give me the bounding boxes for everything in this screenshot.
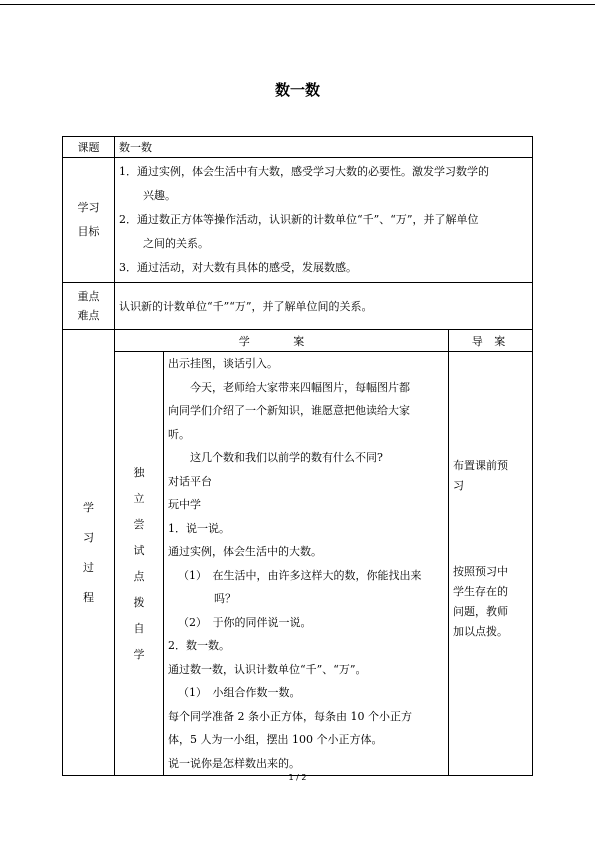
- plan-line: （2） 于你的同伴说一说。: [178, 615, 312, 629]
- stage-char: 点: [133, 569, 145, 583]
- plan-line: 吗？: [214, 592, 236, 605]
- goal-line: 3．通过活动，对大数有具体的感受，发展数感。: [119, 261, 357, 274]
- stage-label: [115, 352, 164, 776]
- stage-char: 拨: [133, 595, 145, 609]
- process-label-char: 过: [83, 560, 94, 574]
- key-points-row: [63, 283, 533, 330]
- guide-line: 布置课前预: [453, 459, 508, 472]
- stage-char: 独: [133, 465, 145, 479]
- goals-row: [63, 158, 533, 283]
- process-body-row: [63, 352, 533, 776]
- stage-char: 学: [133, 647, 145, 661]
- topic-value: 数一数: [115, 137, 533, 158]
- guide-header: 导 案: [449, 330, 533, 352]
- plan-line: 体，5 人为一小组，摆出 100 个小正方体。: [168, 733, 383, 746]
- stage-char: 自: [133, 621, 145, 635]
- plan-line: （1） 在生活中，由许多这样大的数，你能找出来: [178, 568, 422, 582]
- plan-line: 玩中学: [168, 498, 201, 511]
- plan-line: （1） 小组合作数一数。: [178, 686, 301, 699]
- topic-label: 课题: [63, 137, 115, 158]
- goal-line: 兴趣。: [143, 189, 176, 202]
- header-rule: [0, 4, 595, 5]
- process-label-char: 学: [83, 500, 94, 514]
- goals-content: [115, 158, 533, 283]
- goal-line: 之间的关系。: [143, 237, 209, 250]
- lesson-plan-table: [62, 136, 533, 776]
- plan-line: 对话平台: [168, 474, 212, 488]
- plan-line: 听。: [168, 427, 190, 441]
- key-label-line: 重点: [77, 290, 100, 303]
- guide-line: 习: [453, 479, 464, 492]
- guide-line: 加以点拨。: [453, 625, 508, 638]
- key-label-line: 难点: [77, 309, 100, 322]
- stage-char: 立: [133, 491, 145, 505]
- goal-line: 2．通过数正方体等操作活动，认识新的计数单位“千”、“万”，并了解单位: [119, 213, 479, 226]
- process-header-row: [63, 330, 533, 352]
- guide-line: 学生存在的: [453, 585, 508, 598]
- plan-line: 这几个数和我们以前学的数有什么不同?: [190, 451, 383, 464]
- guide-line: 问题，教师: [453, 605, 508, 618]
- guide-content: [449, 352, 533, 776]
- guide-line: 按照预习中: [453, 565, 508, 578]
- plan-line: 出示挂图，谈话引入。: [168, 357, 278, 370]
- goals-label: [63, 158, 115, 283]
- process-label-char: 习: [83, 530, 94, 544]
- plan-content: [164, 352, 449, 776]
- plan-line: 2．数一数。: [168, 639, 230, 652]
- goals-label-line: 学习: [77, 201, 100, 214]
- plan-line: 今天，老师给大家带来四幅图片，每幅图片都: [190, 380, 410, 394]
- goal-line: 1．通过实例，体会生活中有大数，感受学习大数的必要性。激发学习数学的: [119, 165, 489, 178]
- key-points-value: 认识新的计数单位“千”“万”，并了解单位间的关系。: [115, 283, 533, 330]
- page-number: 1 / 2: [288, 773, 307, 782]
- plan-line: 1．说一说。: [168, 521, 230, 535]
- plan-line: 通过实例，体会生活中的大数。: [168, 545, 322, 558]
- plan-line: 向同学们介绍了一个新知识，谁愿意把他读给大家: [168, 404, 410, 417]
- stage-char: 尝: [133, 517, 145, 531]
- plan-line: 通过数一数，认识计数单位“千”、“万”。: [168, 662, 367, 676]
- stage-char: 试: [133, 543, 145, 557]
- document-title: 数一数: [274, 81, 320, 99]
- goals-label-line: 目标: [77, 225, 100, 238]
- plan-line: 每个同学准备 2 条小正方体，每条由 10 个小正方: [168, 709, 412, 723]
- process-label-char: 程: [83, 590, 94, 604]
- key-points-label: [63, 283, 115, 330]
- plan-header: 学 案: [115, 330, 449, 352]
- process-label: [63, 330, 115, 776]
- topic-row: [63, 137, 533, 158]
- plan-line: 说一说你是怎样数出来的。: [168, 756, 300, 770]
